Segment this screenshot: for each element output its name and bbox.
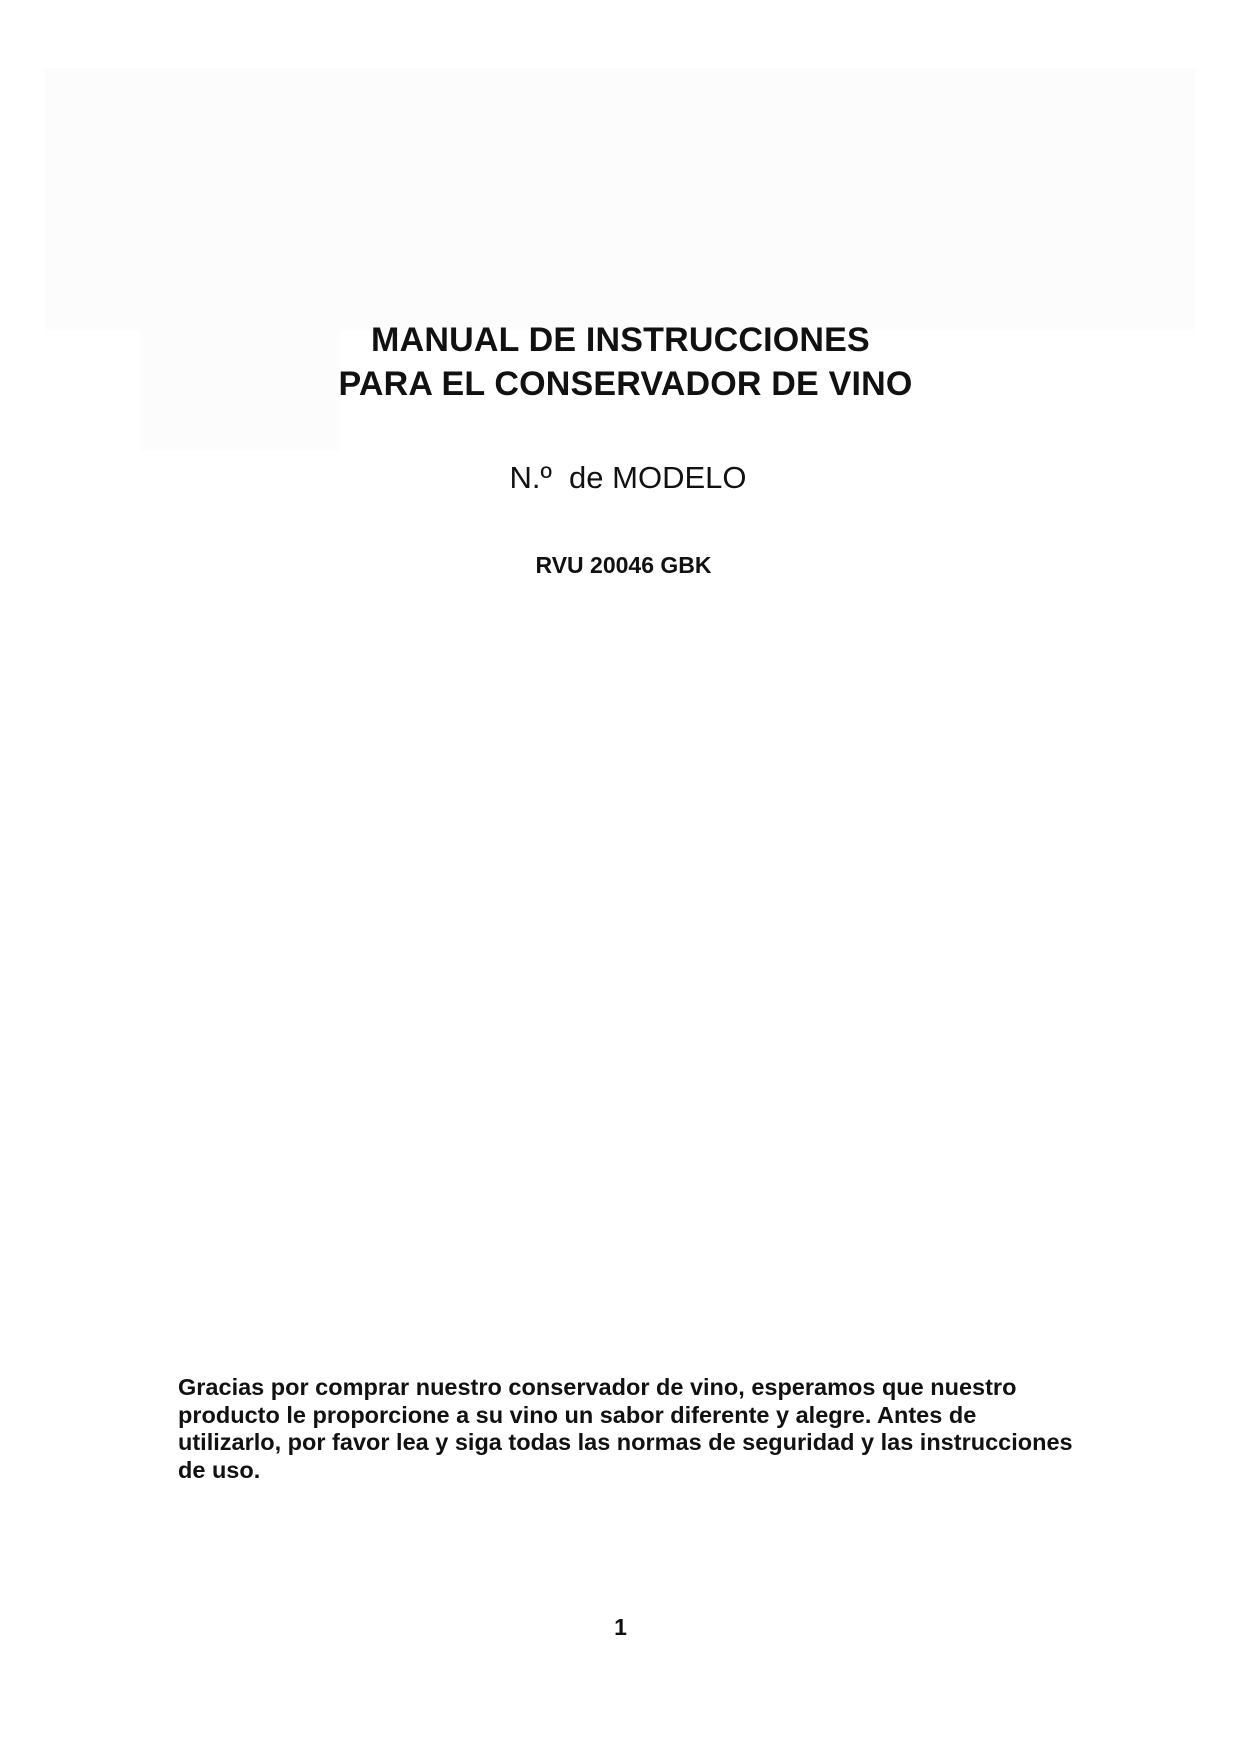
document-title xyxy=(0,318,1241,406)
model-number: RVU 20046 GBK xyxy=(535,552,712,578)
scan-background-shade xyxy=(45,68,1195,330)
intro-paragraph: Gracias por comprar nuestro conservador de vino, esperamos que nuestro producto le proporcione a su vino un sabor diferente y alegre. Antes de utilizarlo, por favor lea y siga todas las normas de seguridad y las instrucciones de uso. xyxy=(178,1374,1073,1483)
model-label: N.º de MODELO xyxy=(509,460,747,495)
page-number: 1 xyxy=(614,1614,627,1640)
title-line-1: MANUAL DE INSTRUCCIONES xyxy=(371,321,870,359)
title-line-2: PARA EL CONSERVADOR DE VINO xyxy=(338,365,913,403)
